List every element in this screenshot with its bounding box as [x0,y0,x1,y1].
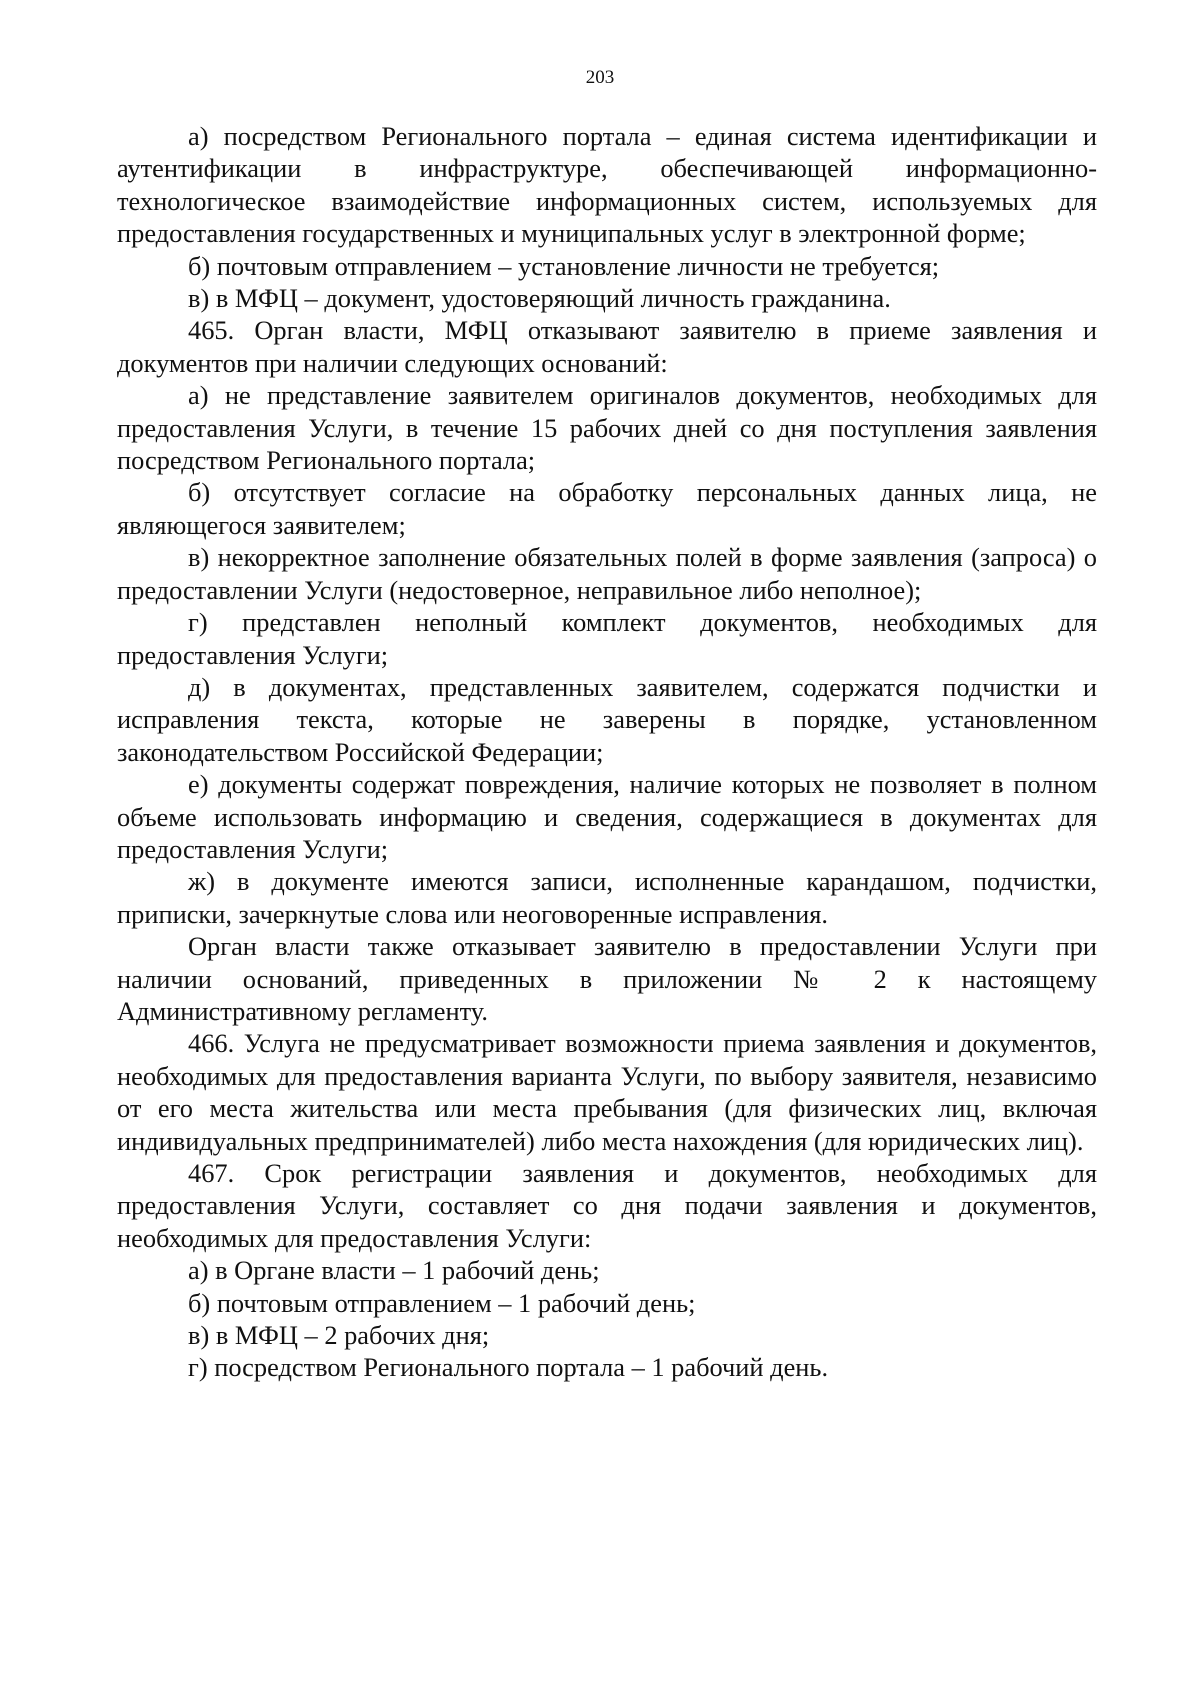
page-number: 203 [585,67,615,88]
paragraph-465-b: б) отсутствует согласие на обработку персональных данных лица, не являющегося заявителем; [117,477,1097,540]
paragraph-465-refusal-grounds: 465. Орган власти, МФЦ отказывают заявителю в приеме заявления и документов при наличии следующих оснований: [117,315,1097,378]
paragraph-465-e: е) документы содержат повреждения, наличие которых не позволяет в полном объеме использовать информацию и сведения, содержащиеся в документах для предоставления Услуги; [117,769,1097,864]
paragraph-465-d: д) в документах, представленных заявителем, содержатся подчистки и исправления текста, которые не заверены в порядке, установленном законодательством Российской Федерации; [117,671,1097,767]
paragraph-465-g: г) представлен неполный комплект документов, необходимых для предоставления Услуги; [117,607,1097,670]
paragraph-b-postal-identification: б) почтовым отправлением – установление личности не требуется; [188,250,940,281]
paragraph-467-registration-term: 467. Срок регистрации заявления и документов, необходимых для предоставления Услуги, составляет со дня подачи заявления и документов, необходимых для предоставления Услуги: [117,1158,1097,1253]
paragraph-467-a: а) в Органе власти – 1 рабочий день; [188,1255,600,1286]
paragraph-service-refusal: Орган власти также отказывает заявителю в предоставлении Услуги при наличии оснований, приведенных в приложении № 2 к настоящему Административному регламенту. [117,931,1097,1026]
paragraph-467-g: г) посредством Регионального портала – 1 рабочий день. [188,1352,829,1383]
paragraph-a-regional-portal-identification: а) посредством Регионального портала – единая система идентификации и аутентификации в инфраструктуре, обеспечивающей информационно-технологическое взаимодействие информационных систем, используемых для предоставления государственных и муниципальных услуг в электронной форме; [117,121,1097,249]
paragraph-v-mfc-identification: в) в МФЦ – документ, удостоверяющий личность гражданина. [188,283,891,314]
paragraph-465-a: а) не представление заявителем оригиналов документов, необходимых для предоставления Услуги, в течение 15 рабочих дней со дня поступления заявления посредством Регионального портала; [117,380,1097,476]
paragraph-465-zh: ж) в документе имеются записи, исполненные карандашом, подчистки, приписки, зачеркнутые слова или неоговоренные исправления. [117,866,1097,929]
paragraph-466: 466. Услуга не предусматривает возможности приема заявления и документов, необходимых для предоставления варианта Услуги, по выбору заявителя, независимо от его места жительства или места пребывания (для физических лиц, включая индивидуальных предпринимателей) либо места нахождения (для юридических лиц). [117,1028,1097,1156]
paragraph-467-b: б) почтовым отправлением – 1 рабочий день; [188,1287,696,1318]
paragraph-467-v: в) в МФЦ – 2 рабочих дня; [188,1320,490,1351]
document-body [117,120,1097,1384]
paragraph-465-v: в) некорректное заполнение обязательных полей в форме заявления (запроса) о предоставлении Услуги (недостоверное, неправильное либо неполное); [117,542,1097,605]
